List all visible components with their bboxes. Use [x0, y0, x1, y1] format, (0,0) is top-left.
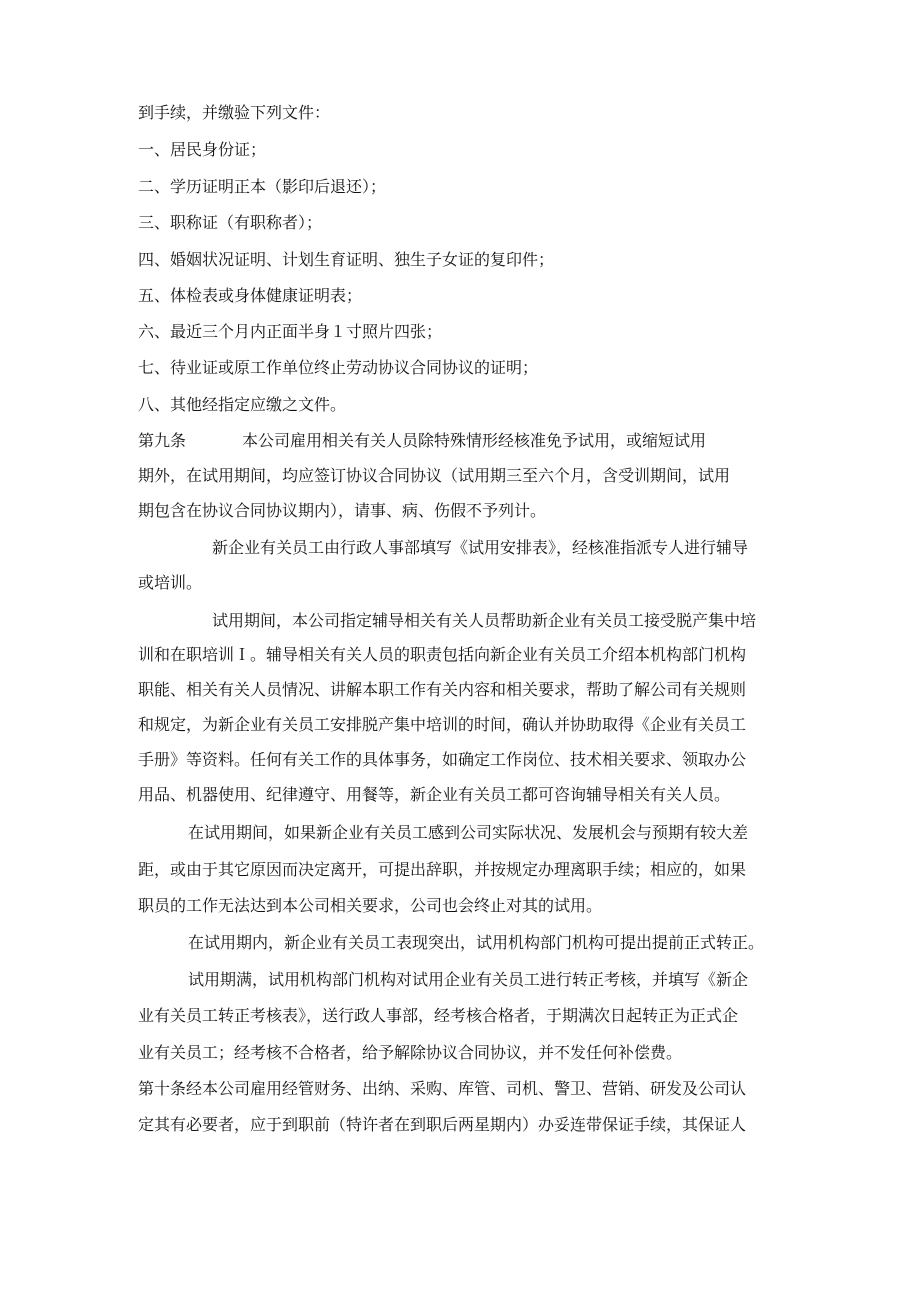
- list-item: 六、最近三个月内正面半身１寸照片四张；: [138, 322, 443, 341]
- article-9-line: 期外，在试用期间，均应签订协议合同协议（试用期三至六个月，含受训期间，试用: [138, 466, 731, 485]
- article-9-first-line: 本公司雇用相关有关人员除特殊情形经核准免予试用，或缩短试用: [242, 431, 707, 450]
- paragraph-line: 试用期满，试用机构部门机构对试用企业有关员工进行转正考核，并填写《新企: [188, 970, 749, 989]
- paragraph-line: 业有关员工；经考核不合格者，给予解除协议合同协议，并不发任何补偿费。: [138, 1043, 683, 1062]
- article-9-line: 期包含在协议合同协议期内），请事、病、伤假不予列计。: [138, 501, 547, 520]
- list-item: 五、体检表或身体健康证明表；: [138, 286, 363, 305]
- paragraph-line: 或培训。: [138, 573, 203, 592]
- article-9-label: 第九条: [138, 431, 187, 450]
- paragraph-line: 试用期间，本公司指定辅导相关有关人员帮助新企业有关员工接受脱产集中培: [212, 611, 757, 630]
- list-item: 三、职称证（有职称者）；: [138, 213, 323, 232]
- paragraph-line: 训和在职培训Ｉ。辅导相关有关人员的职责包括向新企业有关员工介绍本机构部门机构: [138, 645, 747, 664]
- paragraph-line: 距，或由于其它原因而决定离开，可提出辞职，并按规定办理离职手续；相应的，如果: [138, 860, 747, 879]
- paragraph-line: 职能、相关有关人员情况、讲解本职工作有关内容和相关要求，帮助了解公司有关规则: [138, 680, 747, 699]
- paragraph-line: 用品、机器使用、纪律遵守、用餐等，新企业有关员工都可咨询辅导相关有关人员。: [138, 785, 731, 804]
- intro-line: 到手续，并缴验下列文件：: [138, 103, 331, 122]
- list-item: 八、其他经指定应缴之文件。: [138, 395, 347, 414]
- article-10-line: 定其有必要者，应于到职前（特许者在到职后两星期内）办妥连带保证手续，其保证人: [138, 1115, 747, 1134]
- list-item: 四、婚姻状况证明、计划生育证明、独生子女证的复印件；: [138, 250, 555, 269]
- paragraph-line: 在试用期间，如果新企业有关员工感到公司实际状况、发展机会与预期有较大差: [188, 823, 749, 842]
- paragraph-line: 职员的工作无法达到本公司相关要求，公司也会终止对其的试用。: [138, 896, 603, 915]
- paragraph-line: 业有关员工转正考核表》，送行政人事部，经考核合格者，于期满次日起转正为正式企: [138, 1006, 739, 1025]
- article-10-line: 第十条经本公司雇用经管财务、出纳、采购、库管、司机、警卫、营销、研发及公司认: [138, 1079, 747, 1098]
- paragraph-line: 新企业有关员工由行政人事部填写《试用安排表》，经核准指派专人进行辅导: [212, 538, 749, 557]
- paragraph-line: 在试用期内，新企业有关员工表现突出，试用机构部门机构可提出提前正式转正。: [188, 933, 765, 952]
- paragraph-line: 和规定，为新企业有关员工安排脱产集中培训的时间，确认并协助取得《企业有关员工: [138, 715, 747, 734]
- list-item: 二、学历证明正本（影印后退还）；: [138, 177, 387, 196]
- paragraph-line: 手册》等资料。任何有关工作的具体事务，如确定工作岗位、技术相关要求、领取办公: [138, 750, 747, 769]
- list-item: 一、居民身份证；: [138, 140, 267, 159]
- list-item: 七、待业证或原工作单位终止劳动协议合同协议的证明；: [138, 358, 539, 377]
